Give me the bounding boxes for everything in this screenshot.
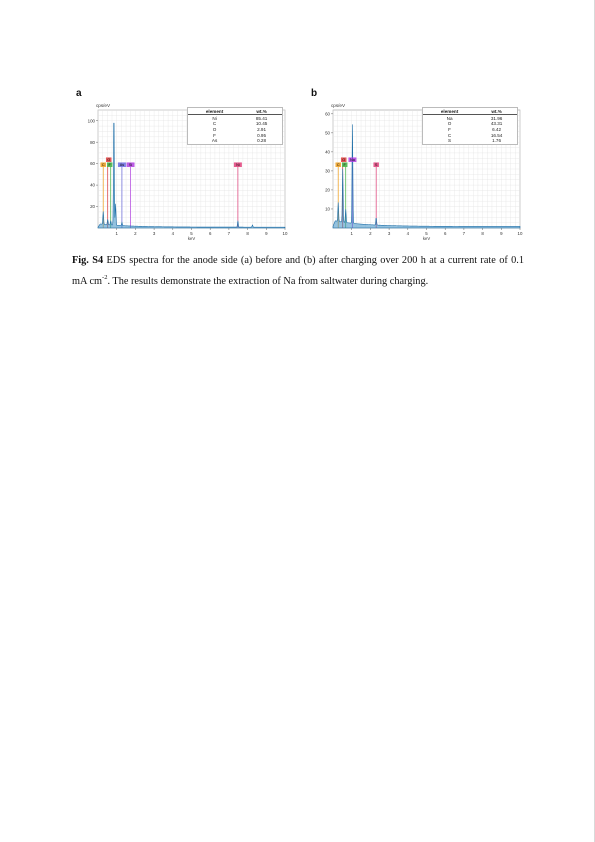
x-tick-label: 1 [115, 231, 118, 236]
y-axis-unit: cps/eV [96, 103, 111, 108]
y-tick-label: 100 [87, 118, 95, 124]
table-row [188, 138, 282, 144]
x-axis-label: keV [422, 236, 431, 241]
element-cell: F [448, 126, 451, 132]
element-cell: O [212, 126, 217, 132]
y-tick-label: 40 [90, 182, 95, 188]
y-tick-label: 10 [325, 206, 330, 212]
y-tick-label: 60 [325, 111, 330, 117]
caption-text-2: . The results demonstrate the extraction of Na from saltwater during charging. [107, 275, 429, 287]
x-tick-label: 4 [406, 231, 410, 236]
wt-cell: 85.41 [255, 115, 268, 121]
caption-superscript: -2 [102, 273, 108, 281]
table-header-element: element [188, 108, 241, 115]
element-marker-label: O [342, 158, 346, 163]
x-tick-label: 7 [462, 231, 466, 236]
wt-cell: 0.95 [257, 132, 267, 138]
composition-table-a [188, 108, 282, 144]
x-axis-label: keV [187, 236, 196, 241]
y-tick-label: 20 [90, 204, 95, 210]
y-tick-label: 60 [90, 161, 95, 167]
x-tick-label: 10 [282, 231, 288, 236]
table-header-element: element [423, 108, 476, 115]
x-tick-label: 9 [265, 231, 268, 236]
x-tick-label: 5 [425, 231, 428, 236]
eds-panel-a [70, 88, 300, 248]
wt-cell: 2.91 [257, 126, 267, 132]
wt-cell: 43.31 [490, 121, 503, 127]
x-tick-label: 10 [517, 231, 523, 236]
element-marker-label: F [108, 163, 111, 168]
figure-caption [72, 251, 524, 292]
element-marker-label: F [343, 163, 346, 168]
caption-text-1: EDS spectra for the anode side (a) before and (b) after charging over 200 h at a current rate of 0.1 mA cm [72, 255, 524, 287]
x-tick-label: 8 [481, 231, 484, 236]
element-cell: C [447, 132, 452, 138]
x-tick-label: 2 [134, 231, 137, 236]
element-cell: S [448, 138, 452, 144]
x-tick-label: 7 [227, 231, 231, 236]
wt-cell: 1.76 [492, 138, 502, 144]
caption-label: Fig. S4 [72, 255, 104, 266]
y-tick-label: 50 [325, 130, 330, 136]
element-marker-label: C [101, 163, 105, 168]
wt-cell: 10.45 [255, 121, 268, 127]
y-tick-label: 40 [325, 149, 330, 155]
element-marker-label: Ni [236, 163, 240, 168]
element-cell: As [211, 138, 218, 144]
panel-label-a: a [76, 88, 82, 99]
element-marker-label: Na [350, 158, 355, 163]
wt-cell: 31.96 [490, 115, 503, 121]
x-tick-label: 9 [500, 231, 503, 236]
table-row [423, 138, 517, 144]
element-cell: Ni [212, 115, 217, 121]
x-tick-label: 2 [369, 231, 372, 236]
x-tick-label: 8 [246, 231, 249, 236]
element-marker-label: S [374, 163, 378, 168]
x-tick-label: 5 [190, 231, 193, 236]
y-tick-label: 30 [325, 168, 330, 174]
composition-table-b [423, 108, 517, 144]
wt-cell: 16.54 [490, 132, 503, 138]
wt-cell: 0.28 [257, 138, 267, 144]
element-cell: O [447, 121, 452, 127]
x-tick-label: 6 [208, 231, 212, 236]
x-tick-label: 4 [171, 231, 175, 236]
x-tick-label: 3 [387, 231, 391, 236]
table-header-wt: wt.% [241, 108, 282, 115]
element-marker-label: C [336, 163, 340, 168]
y-axis-unit: cps/eV [331, 103, 346, 108]
element-marker-label: Si [128, 163, 133, 168]
y-tick-label: 80 [90, 139, 95, 145]
element-cell: F [213, 132, 216, 138]
x-tick-label: 1 [350, 231, 353, 236]
wt-cell: 6.42 [492, 126, 502, 132]
panel-label-b: b [311, 88, 318, 99]
x-tick-label: 3 [152, 231, 156, 236]
element-cell: Na [446, 115, 453, 121]
y-tick-label: 20 [325, 187, 330, 193]
eds-panel-b [305, 88, 535, 248]
element-cell: C [212, 121, 217, 127]
x-tick-label: 6 [443, 231, 447, 236]
table-header-wt: wt.% [476, 108, 517, 115]
element-marker-label: O [107, 158, 111, 163]
element-marker-label: As [119, 163, 125, 168]
